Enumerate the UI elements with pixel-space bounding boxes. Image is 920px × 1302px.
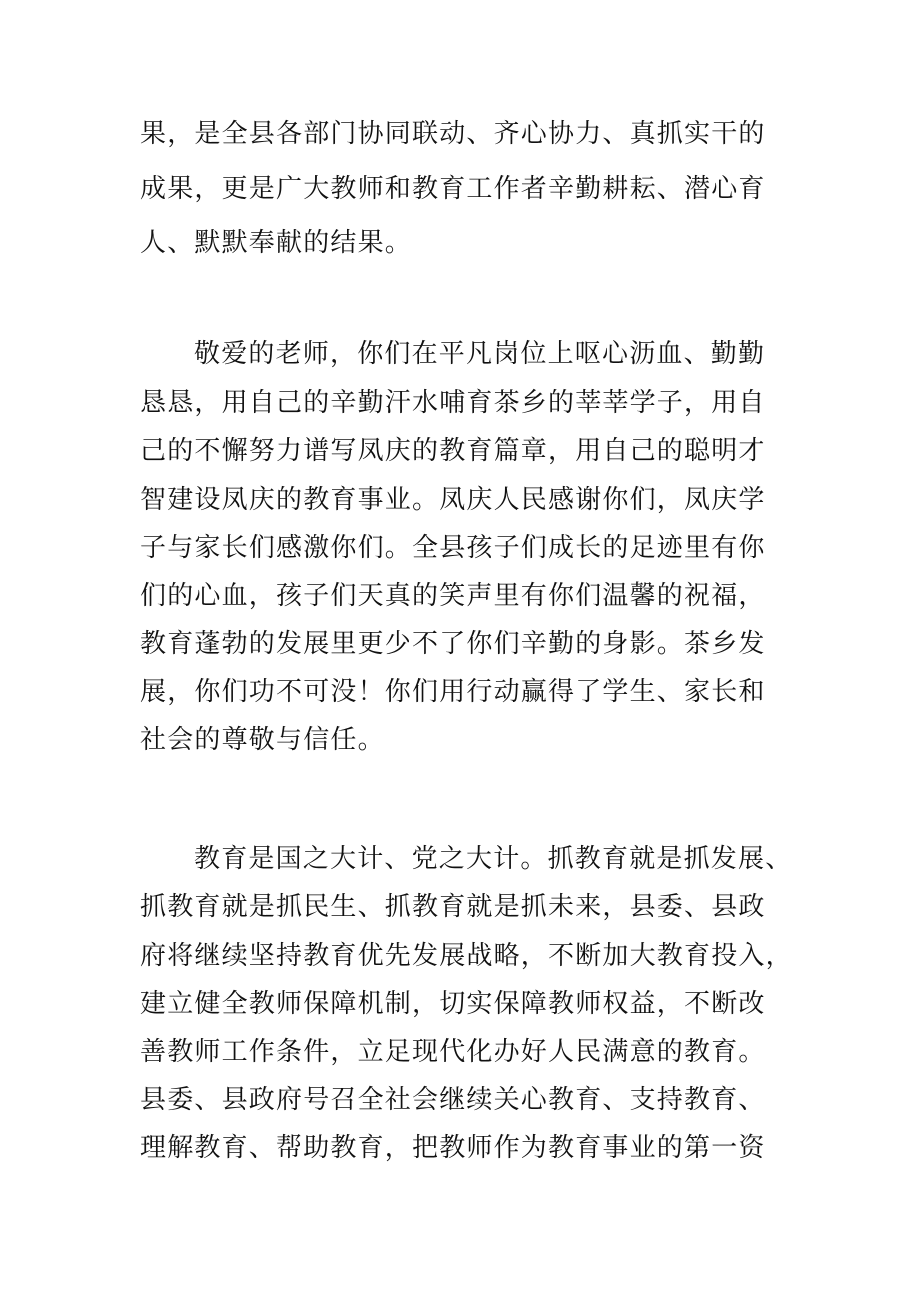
paragraph-2-line-8: 展，你们功不可没！你们用行动赢得了学生、家长和 [140,677,766,707]
paragraph-3-line-3: 府将继续坚持教育优先发展战略，不断加大教育投入， [140,941,793,971]
paragraph-3-line-7: 理解教育、帮助教育，把教师作为教育事业的第一资 [140,1133,766,1163]
paragraph-2-line-5: 子与家长们感激你们。全县孩子们成长的足迹里有你 [140,533,766,563]
paragraph-2-line-3: 己的不懈努力谱写凤庆的教育篇章，用自己的聪明才 [140,436,766,466]
paragraph-3-line-6: 县委、县政府号召全社会继续关心教育、支持教育、 [140,1085,766,1115]
paragraph-3-line-2: 抓教育就是抓民生、抓教育就是抓未来，县委、县政 [140,892,766,922]
paragraph-2-line-9: 社会的尊敬与信任。 [140,725,385,755]
paragraph-3-line-5: 善教师工作条件，立足现代化办好人民满意的教育。 [140,1037,766,1067]
paragraph-3-line-4: 建立健全教师保障机制，切实保障教师权益，不断改 [140,989,766,1019]
paragraph-2-line-4: 智建设凤庆的教育事业。凤庆人民感谢你们，凤庆学 [140,485,766,515]
paragraph-2-line-1: 敬爱的老师，你们在平凡岗位上呕心沥血、勤勤 [194,339,766,369]
paragraph-3-line-1: 教育是国之大计、党之大计。抓教育就是抓发展、 [194,844,793,874]
paragraph-2-line-2: 恳恳，用自己的辛勤汗水哺育茶乡的莘莘学子，用自 [140,388,766,418]
paragraph-1-line-1: 果，是全县各部门协同联动、齐心协力、真抓实干的 [140,119,766,149]
paragraph-1-line-2: 成果，更是广大教师和教育工作者辛勤耕耘、潜心育 [140,174,766,204]
paragraph-2-line-6: 们的心血，孩子们天真的笑声里有你们温馨的祝福， [140,581,766,611]
paragraph-2-line-7: 教育蓬勃的发展里更少不了你们辛勤的身影。茶乡发 [140,629,766,659]
paragraph-1-line-3: 人、默默奉献的结果。 [140,228,413,258]
